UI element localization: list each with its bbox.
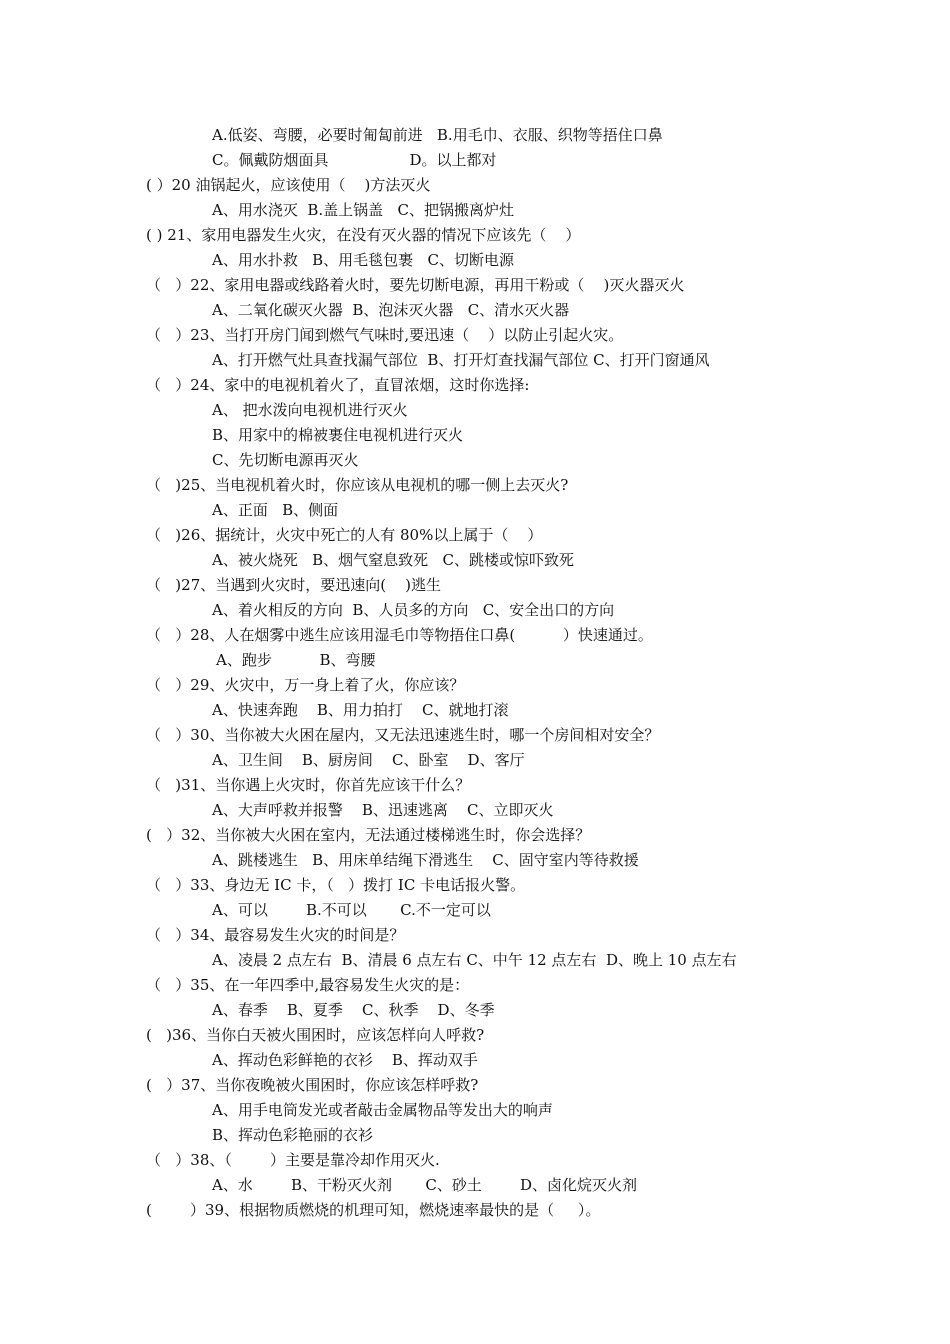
option-line-19-cd: C。佩戴防烟面具 D。以上都对 <box>212 151 497 169</box>
option-37-a: A、用手电筒发光或者敲击金属物品等发出大的响声 <box>212 1101 553 1119</box>
options-35: A、春季 B、夏季 C、秋季 D、冬季 <box>212 1001 495 1019</box>
question-39: ( ）39、根据物质燃烧的机理可知，燃烧速率最快的是（ ）。 <box>146 1201 601 1219</box>
question-30: （ ）30、当你被大火困在屋内，又无法迅速逃生时，哪一个房间相对安全？ <box>146 726 660 744</box>
question-27: （ )27、当遇到火灾时，要迅速向( )逃生 <box>146 576 442 594</box>
options-28: A、跑步 B、弯腰 <box>216 651 376 669</box>
option-24-c: C、先切断电源再灭火 <box>212 451 359 469</box>
question-26: （ )26、据统计，火灾中死亡的人有 80%以上属于（ ） <box>146 526 543 544</box>
question-35: （ ）35、在一年四季中,最容易发生火灾的是： <box>146 976 470 994</box>
options-20: A、用水浇灭 B.盖上锅盖 C、把锅搬离炉灶 <box>212 201 514 219</box>
question-32: ( ）32、当你被大火困在室内，无法通过楼梯逃生时，你会选择？ <box>146 826 591 844</box>
options-22: A、二氧化碳灭火器 B、泡沫灭火器 C、清水灭火器 <box>212 301 570 319</box>
options-21: A、用水扑救 B、用毛毯包裹 C、切断电源 <box>212 251 514 269</box>
option-24-b: B、用家中的棉被裹住电视机进行灭火 <box>212 426 464 444</box>
options-31: A、大声呼救并报警 B、迅速逃离 C、立即灭火 <box>212 801 554 819</box>
options-38: A、水 B、干粉灭火剂 C、砂土 D、卤化烷灭火剂 <box>212 1176 638 1194</box>
question-20: ( ）20 油锅起火，应该使用（ )方法灭火 <box>146 176 431 194</box>
question-23: （ ）23、当打开房门闻到燃气气味时,要迅速（ ）以防止引起火灾。 <box>146 326 624 344</box>
option-37-b: B、挥动色彩艳丽的衣衫 <box>212 1126 374 1144</box>
options-34: A、凌晨 2 点左右 B、清晨 6 点左右 C、中午 12 点左右 D、晚上 10 点左右 <box>212 951 737 969</box>
options-30: A、卫生间 B、厨房间 C、卧室 D、客厅 <box>212 751 525 769</box>
question-34: （ ）34、最容易发生火灾的时间是？ <box>146 926 405 944</box>
options-36: A、挥动色彩鲜艳的衣衫 B、挥动双手 <box>212 1051 478 1069</box>
options-32: A、跳楼逃生 B、用床单结绳下滑逃生 C、固守室内等待救援 <box>212 851 639 869</box>
question-37: ( ）37、当你夜晚被火围困时，你应该怎样呼救? <box>146 1076 479 1094</box>
options-33: A、可以 B.不可以 C.不一定可以 <box>212 901 491 919</box>
question-21: ( ) 21、家用电器发生火灾，在没有灭火器的情况下应该先（ ） <box>146 226 581 244</box>
options-25: A、正面 B、侧面 <box>212 501 339 519</box>
question-24: （ ）24、家中的电视机着火了，直冒浓烟，这时你选择: <box>146 376 530 394</box>
options-26: A、被火烧死 B、烟气窒息致死 C、跳楼或惊吓致死 <box>212 551 574 569</box>
question-36: ( )36、当你白天被火围困时，应该怎样向人呼救? <box>146 1026 485 1044</box>
options-23: A、打开燃气灶具查找漏气部位 B、打开灯查找漏气部位 C、打开门窗通风 <box>212 351 710 369</box>
question-28: （ ）28、人在烟雾中逃生应该用湿毛巾等物捂住口鼻( ）快速通过。 <box>146 626 653 644</box>
question-29: （ ）29、火灾中，万一身上着了火，你应该？ <box>146 676 465 694</box>
question-31: （ )31、当你遇上火灾时，你首先应该干什么？ <box>146 776 471 794</box>
options-27: A、着火相反的方向 B、人员多的方向 C、安全出口的方向 <box>212 601 615 619</box>
question-33: （ ）33、身边无 IC 卡，（ ）拨打 IC 卡电话报火警。 <box>146 876 526 894</box>
question-25: （ )25、当电视机着火时，你应该从电视机的哪一侧上去灭火? <box>146 476 569 494</box>
options-29: A、快速奔跑 B、用力拍打 C、就地打滚 <box>212 701 509 719</box>
option-24-a: A、 把水泼向电视机进行灭火 <box>212 401 408 419</box>
question-22: （ ）22、家用电器或线路着火时，要先切断电源，再用干粉或（ )灭火器灭火 <box>146 276 685 294</box>
option-line-19-ab: A.低姿、弯腰，必要时匍匐前进 B.用毛巾、衣服、织物等捂住口鼻 <box>212 126 663 144</box>
question-38: （ ）38、（ ）主要是靠冷却作用灭火. <box>146 1151 440 1169</box>
